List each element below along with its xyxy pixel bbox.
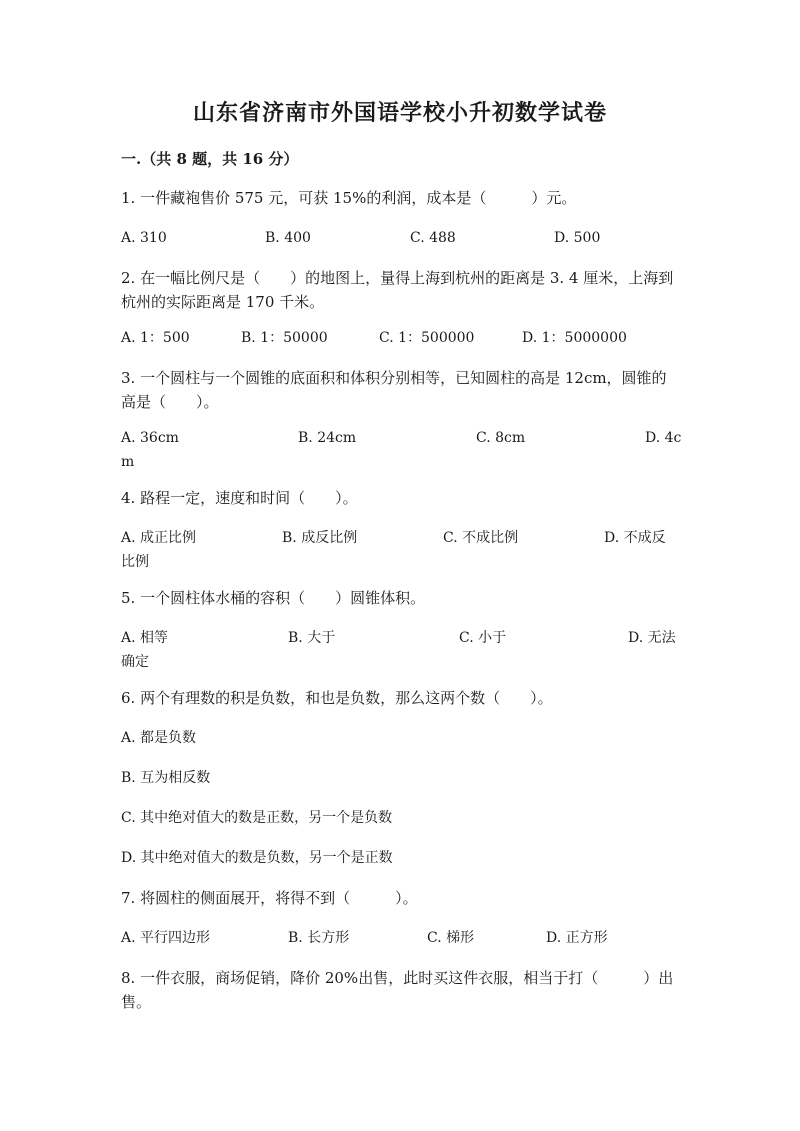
option-c[interactable]: C. 小于 [459, 630, 507, 646]
question-3-options [121, 426, 681, 474]
page-title: 山东省济南市外国语学校小升初数学试卷 [192, 100, 607, 126]
option-d[interactable]: D. 无法 [628, 630, 676, 646]
question-5-options [121, 626, 681, 674]
question-7-text: 7. 将圆柱的侧面展开，将得不到（ ）。 [121, 889, 418, 907]
option-b[interactable]: B. 互为相反数 [121, 770, 211, 786]
question-4-options [121, 526, 681, 574]
option-d[interactable]: D. 正方形 [546, 930, 608, 946]
option-b[interactable]: B. 24cm [298, 430, 357, 446]
option-a[interactable]: A. 1：500 [121, 330, 190, 346]
question-6-text: 6. 两个有理数的积是负数，和也是负数，那么这两个数（ ）。 [121, 689, 553, 707]
option-b[interactable]: B. 400 [265, 230, 311, 246]
option-c[interactable]: C. 梯形 [427, 930, 475, 946]
question-3-text: 3. 一个圆柱与一个圆锥的底面积和体积分别相等，已知圆柱的高是 12cm，圆锥的高是（ ）。 [121, 369, 667, 411]
option-d[interactable]: D. 1：5000000 [522, 330, 627, 346]
option-d-wrap: m [121, 454, 135, 470]
question-8-text: 8. 一件衣服，商场促销，降价 20%出售，此时买这件衣服，相当于打（ ）出售。 [121, 969, 674, 1011]
question-5-text: 5. 一个圆柱体水桶的容积（ ）圆锥体积。 [121, 589, 426, 607]
option-d[interactable]: D. 其中绝对值大的数是负数，另一个是正数 [121, 850, 393, 866]
question-1-text: 1. 一件藏袍售价 575 元，可获 15%的利润，成本是（ ）元。 [121, 189, 577, 207]
option-d-wrap: 确定 [121, 654, 149, 670]
option-b[interactable]: B. 1：50000 [241, 330, 328, 346]
option-a[interactable]: A. 36cm [121, 430, 179, 446]
option-d[interactable]: D. 500 [554, 230, 601, 246]
option-a[interactable]: A. 310 [121, 230, 167, 246]
option-a[interactable]: A. 相等 [121, 630, 169, 646]
question-4-text: 4. 路程一定，速度和时间（ ）。 [121, 489, 358, 507]
option-d[interactable]: D. 不成反 [604, 530, 666, 546]
option-d[interactable]: D. 4c [645, 430, 682, 446]
option-c[interactable]: C. 1：500000 [379, 330, 475, 346]
option-b[interactable]: B. 成反比例 [282, 530, 358, 546]
section-heading: 一.（共 8 题，共 16 分） [121, 150, 299, 168]
option-d-wrap: 比例 [121, 554, 149, 570]
option-c[interactable]: C. 488 [410, 230, 456, 246]
option-c[interactable]: C. 其中绝对值大的数是正数，另一个是负数 [121, 810, 393, 826]
option-a[interactable]: A. 平行四边形 [121, 930, 211, 946]
option-b[interactable]: B. 大于 [288, 630, 336, 646]
option-a[interactable]: A. 成正比例 [121, 530, 197, 546]
option-c[interactable]: C. 不成比例 [443, 530, 519, 546]
option-b[interactable]: B. 长方形 [288, 930, 350, 946]
option-c[interactable]: C. 8cm [476, 430, 526, 446]
question-2-text: 2. 在一幅比例尺是（ ）的地图上，量得上海到杭州的距离是 3. 4 厘米，上海到杭州的实际距离是 170 千米。 [121, 269, 674, 311]
option-a[interactable]: A. 都是负数 [121, 730, 197, 746]
